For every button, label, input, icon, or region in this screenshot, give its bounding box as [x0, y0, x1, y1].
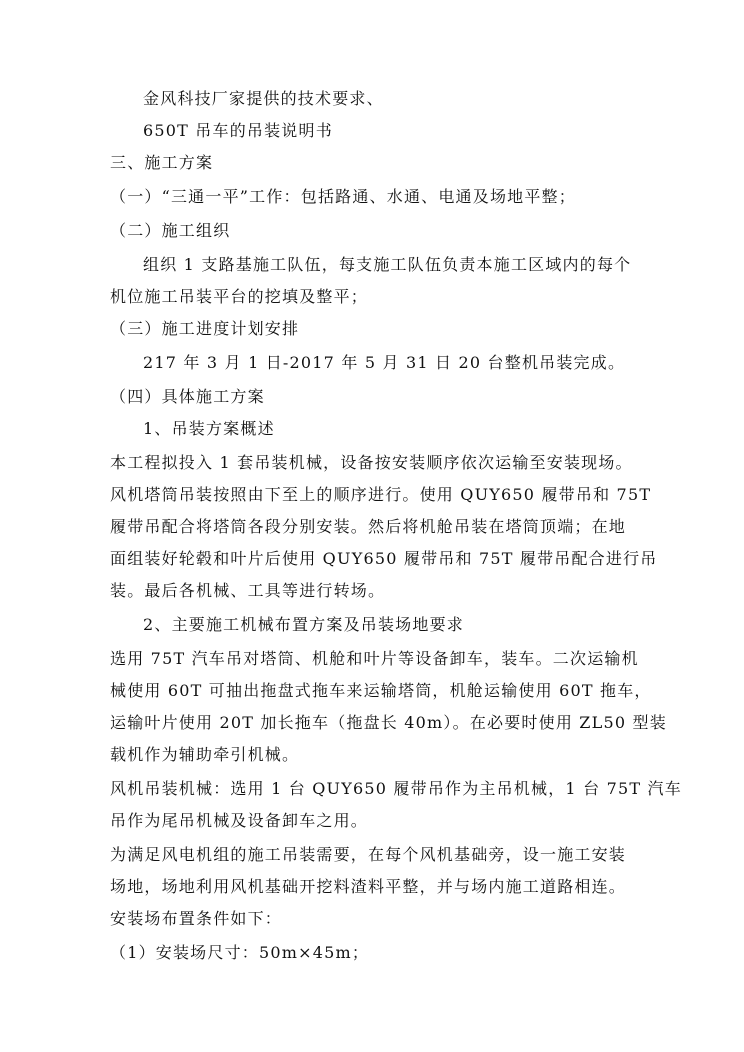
subsection-heading-organization: （二）施工组织 [110, 221, 231, 240]
paragraph-line: 械使用 60T 可抽出拖盘式拖车来运输塔筒，机舱运输使用 60T 拖车， [110, 681, 652, 700]
text-line-manufacturer-requirements: 金风科技厂家提供的技术要求、 [143, 89, 384, 108]
paragraph-line: 组织 1 支路基施工队伍，每支施工队伍负责本施工区域内的每个 [143, 255, 632, 274]
paragraph-line: 机位施工吊装平台的挖填及整平； [110, 287, 369, 306]
paragraph-line: 运输叶片使用 20T 加长拖车（拖盘长 40m）。在必要时使用 ZL50 型装 [110, 713, 667, 732]
paragraph-line: 吊作为尾吊机械及设备卸车之用。 [110, 811, 369, 830]
item-heading-machinery-layout: 2、主要施工机械布置方案及吊装场地要求 [143, 615, 464, 634]
paragraph-line: 风机吊装机械：选用 1 台 QUY650 履带吊作为主吊机械，1 台 75T 汽车 [110, 779, 682, 798]
item-heading-hoisting-overview: 1、吊装方案概述 [143, 419, 275, 438]
paragraph-line: 本工程拟投入 1 套吊装机械，设备按安装顺序依次运输至安装现场。 [110, 453, 633, 472]
paragraph-line: 履带吊配合将塔筒各段分别安装。然后将机舱吊装在塔筒顶端；在地 [110, 517, 627, 536]
paragraph-line: 安装场布置条件如下： [110, 909, 283, 928]
section-heading-construction-plan: 三、施工方案 [110, 153, 214, 172]
subsection-heading-schedule: （三）施工进度计划安排 [110, 319, 300, 338]
subsection-heading-specific-plan: （四）具体施工方案 [110, 387, 265, 406]
paragraph-line: 载机作为辅助牵引机械。 [110, 745, 300, 764]
paragraph-line: 风机塔筒吊装按照由下至上的顺序进行。使用 QUY650 履带吊和 75T [110, 485, 652, 504]
paragraph-line: 装。最后各机械、工具等进行转场。 [110, 581, 386, 600]
text-line-crane-manual: 650T 吊车的吊装说明书 [143, 121, 333, 140]
text-line-three-connections: （一）“三通一平”工作：包括路通、水通、电通及场地平整； [110, 187, 576, 206]
paragraph-line: 场地，场地利用风机基础开挖料渣料平整，并与场内施工道路相连。 [110, 877, 627, 896]
paragraph-line: 面组装好轮毂和叶片后使用 QUY650 履带吊和 75T 履带吊配合进行吊 [110, 549, 658, 568]
paragraph-line: 为满足风电机组的施工吊装需要，在每个风机基础旁，设一施工安装 [110, 845, 627, 864]
text-line-schedule-dates: 217 年 3 月 1 日-2017 年 5 月 31 日 20 台整机吊装完成。 [143, 353, 626, 372]
paragraph-line: 选用 75T 汽车吊对塔筒、机舱和叶片等设备卸车，装车。二次运输机 [110, 649, 639, 668]
list-item-site-size: （1）安装场尺寸：50m×45m； [110, 943, 370, 962]
